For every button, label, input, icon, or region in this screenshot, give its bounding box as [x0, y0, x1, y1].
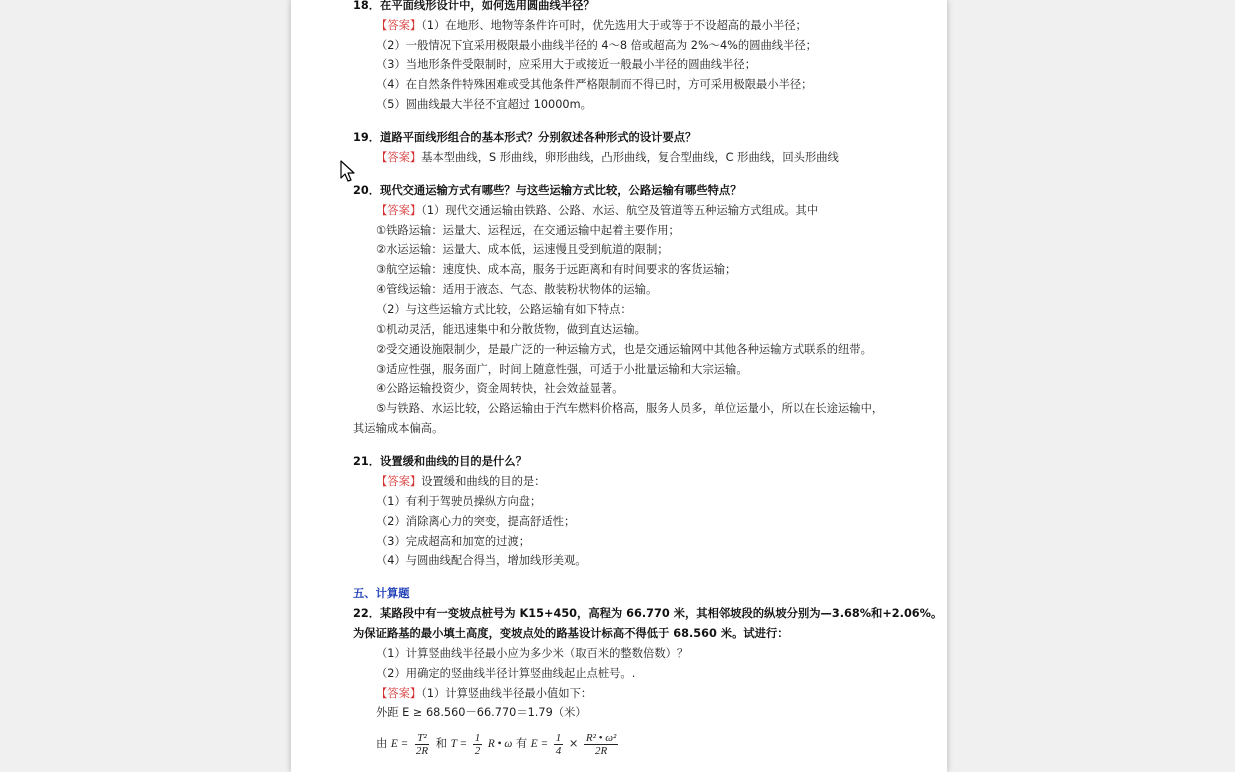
eq-text: 由: [376, 737, 388, 750]
question-21-line-3: （2）消除离心力的突变，提高舒适性；: [376, 515, 576, 528]
question-18-line-3: （3）当地形条件受限制时，应采用大于或接近一般最小半径的圆曲线半径；: [376, 58, 756, 71]
question-22-answer-1: [376, 687, 592, 701]
question-20-line-5: ④管线运输：适用于液态、气态、散装粉状物体的运输。: [376, 283, 658, 296]
mouse-cursor-icon: [340, 160, 356, 182]
question-21-line-1: [376, 475, 545, 489]
question-22-sub-2: （2）用确定的竖曲线半径计算竖曲线起止点桩号。.: [376, 667, 636, 680]
equation-1: 外距 E ≥ 68.560－66.770＝1.79（米）: [376, 706, 587, 719]
eq-symbol: E =: [530, 738, 549, 750]
answer-tag: 【答案】: [376, 19, 422, 32]
question-20-line-8: ②受交通设施限制少，是最广泛的一种运输方式，也是交通运输网中其他各种运输方式联系的纽带。: [376, 343, 872, 356]
question-20-line-7: ①机动灵活，能迅速集中和分散货物，做到直达运输。: [376, 323, 646, 336]
question-20-line-10: ④公路运输投资少，资金周转快，社会效益显著。: [376, 382, 624, 395]
fraction-numerator: 1: [555, 731, 562, 744]
fraction-numerator: R² • ω²: [585, 731, 617, 744]
question-18-line-5: （5）圆曲线最大半径不宜超过 10000m。: [376, 98, 592, 111]
question-20-line-4: ③航空运输：速度快、成本高，服务于远距离和有时间要求的客货运输；: [376, 263, 737, 276]
answer-tag: 【答案】: [376, 687, 422, 700]
fraction: [473, 732, 483, 757]
answer-text: 设置缓和曲线的目的是：: [421, 475, 546, 488]
question-20-line-2: ①铁路运输：运量大、运程远，在交通运输中起着主要作用；: [376, 224, 680, 237]
eq-text: 和: [435, 737, 447, 750]
answer-tag: 【答案】: [376, 204, 422, 217]
question-21-line-2: （1）有利于驾驶员操纵方向盘；: [376, 495, 542, 508]
fraction-numerator: 1: [474, 731, 481, 744]
fraction: [554, 732, 564, 757]
section-title: 五、计算题: [353, 587, 410, 600]
answer-text: （1）现代交通运输由铁路、公路、水运、航空及管道等五种运输方式组成。其中: [421, 204, 819, 217]
eq-symbol: ×: [568, 737, 579, 750]
question-20-line-1: [376, 204, 818, 218]
answer-text: 基本型曲线，S 形曲线，卵形曲线，凸形曲线，复合型曲线，C 形曲线，回头形曲线: [421, 151, 839, 164]
fraction: [414, 732, 430, 757]
answer-tag: 【答案】: [376, 475, 422, 488]
fraction-denominator: 2R: [595, 744, 608, 757]
question-20-line-11: ⑤与铁路、水运比较，公路运输由于汽车燃料价格高，服务人员多，单位运量小，所以在长途运输中，: [376, 402, 884, 415]
eq-symbol: E =: [390, 738, 409, 750]
fraction-denominator: 2: [474, 744, 481, 757]
fraction-denominator: 2R: [415, 744, 429, 757]
question-20-line-12: 其运输成本偏高。: [353, 422, 444, 435]
question-18-title: 18．在平面线形设计中，如何选用圆曲线半径？: [353, 0, 595, 12]
eq-symbol: T =: [450, 738, 468, 750]
question-20-title: 20．现代交通运输方式有哪些？与这些运输方式比较，公路运输有哪些特点？: [353, 184, 742, 197]
question-21-line-5: （4）与圆曲线配合得当，增加线形美观。: [376, 554, 587, 567]
fraction: [584, 732, 618, 757]
question-19-answer: [376, 151, 839, 165]
question-21-title: 21．设置缓和曲线的目的是什么？: [353, 455, 527, 468]
fraction-numerator: T²: [417, 731, 427, 744]
question-18-line-2: （2）一般情况下宜采用极限最小曲线半径的 4～8 倍或超高为 2%～4%的圆曲线半径；: [376, 39, 817, 52]
question-18-line-1: [376, 19, 807, 33]
eq-symbol: R • ω: [487, 738, 513, 750]
question-22-title-1: 22．某路段中有一变坡点桩号为 K15+450，高程为 66.770 米，其相邻坡段的纵坡分别为—3.68%和+2.06%。: [353, 607, 943, 620]
question-20-line-3: ②水运运输：运量大、成本低，运速慢且受到航道的限制；: [376, 243, 669, 256]
equation-2: [376, 725, 620, 763]
answer-tag: 【答案】: [376, 151, 422, 164]
question-20-line-9: ③适应性强，服务面广，时间上随意性强，可适于小批量运输和大宗运输。: [376, 363, 748, 376]
answer-text: （1）计算竖曲线半径最小值如下：: [421, 687, 593, 700]
question-22-title-2: 为保证路基的最小填土高度，变坡点处的路基设计标高不得低于 68.560 米。试进行：: [353, 627, 789, 640]
question-19-title: 19．道路平面线形组合的基本形式？分别叙述各种形式的设计要点？: [353, 131, 697, 144]
question-22-sub-1: （1）计算竖曲线半径最小应为多少米（取百米的整数倍数）？: [376, 647, 689, 660]
fraction-denominator: 4: [555, 744, 562, 757]
answer-text: （1）在地形、地物等条件许可时，优先选用大于或等于不设超高的最小半径；: [421, 19, 807, 32]
eq-text: 有: [515, 737, 528, 750]
question-18-line-4: （4）在自然条件特殊困难或受其他条件严格限制而不得已时，方可采用极限最小半径；: [376, 78, 813, 91]
question-20-line-6: （2）与这些运输方式比较，公路运输有如下特点：: [376, 303, 632, 316]
question-21-line-4: （3）完成超高和加宽的过渡；: [376, 535, 531, 548]
document-page: [291, 0, 947, 772]
